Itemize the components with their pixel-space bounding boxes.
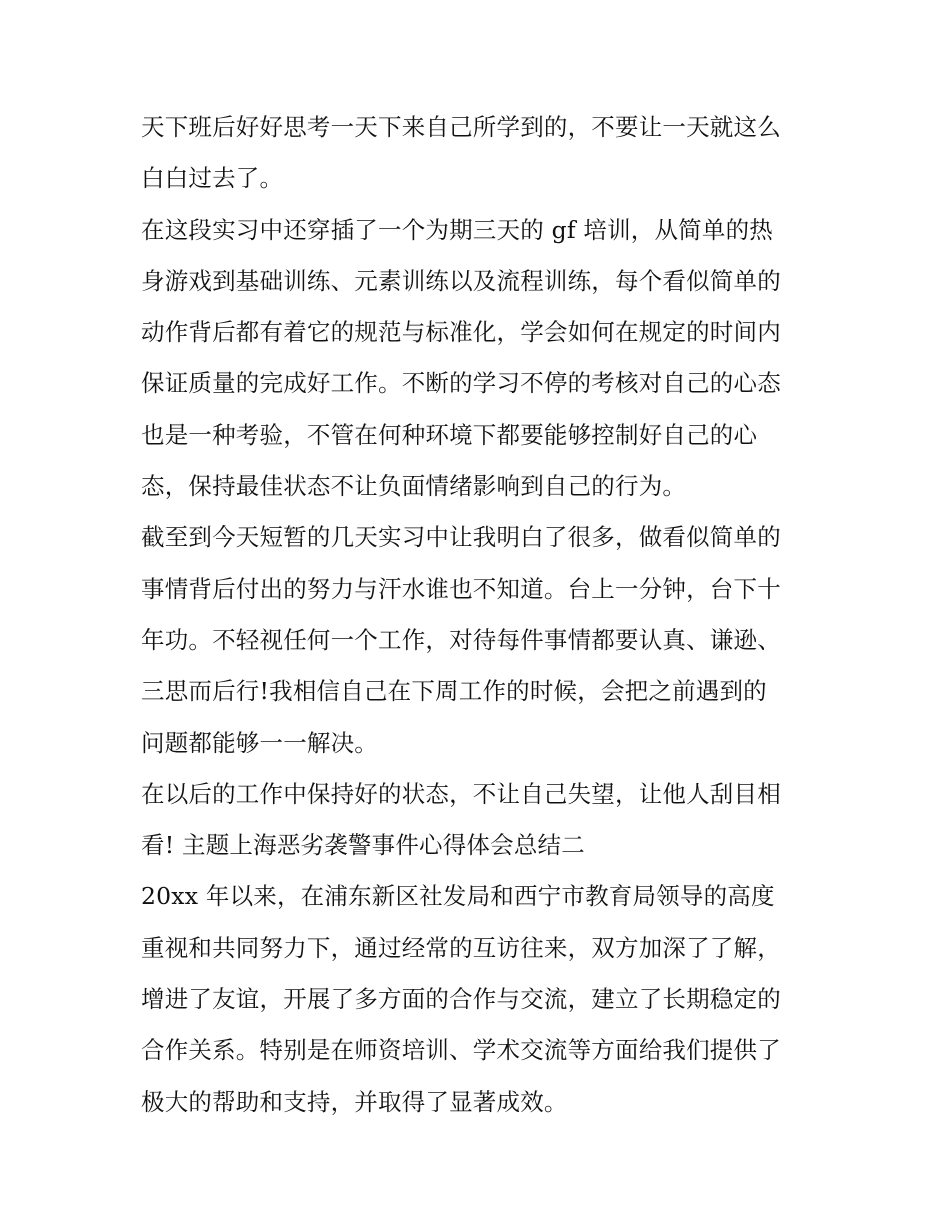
document-body (141, 102, 821, 1128)
text-line: 也是一种考验，不管在何种环境下都要能够控制好自己的心 (141, 420, 758, 449)
text-line: 截至到今天短暂的几天实习中让我明白了很多，做看似简单的 (141, 523, 781, 552)
text-line: 极大的帮助和支持，并取得了显著成效。 (141, 1087, 568, 1116)
text-line: 20xx 年以来，在浦东新区社发局和西宁市教育局领导的高度 (141, 882, 775, 911)
text-line: 白白过去了。 (141, 164, 284, 193)
text-line: 重视和共同努力下，通过经常的互访往来，双方加深了了解， (141, 933, 781, 962)
text-line: 三思而后行!我相信自己在下周工作的时候，会把之前遇到的 (141, 677, 767, 706)
text-line: 看! 主题上海恶劣袭警事件心得体会总结二 (141, 831, 585, 860)
text-line: 事情背后付出的努力与汗水谁也不知道。台上一分钟，台下十 (141, 574, 781, 603)
text-line: 天下班后好好思考一天下来自己所学到的，不要让一天就这么 (141, 113, 781, 141)
text-line: 增进了友谊，开展了多方面的合作与交流，建立了长期稳定的 (141, 985, 781, 1014)
text-line: 身游戏到基础训练、元素训练以及流程训练，每个看似简单的 (141, 266, 781, 295)
text-line: 态，保持最佳状态不让负面情绪影响到自己的行为。 (141, 472, 687, 501)
text-line: 年功。不轻视任何一个工作，对待每件事情都要认真、谦逊、 (141, 625, 781, 654)
text-line: 在这段实习中还穿插了一个为期三天的 gf 培训，从简单的热 (141, 215, 773, 244)
text-line: 动作背后都有着它的规范与标准化，学会如何在规定的时间内 (141, 318, 781, 347)
text-line: 在以后的工作中保持好的状态，不让自己失望，让他人刮目相 (141, 779, 781, 808)
text-line: 问题都能够一一解决。 (141, 728, 378, 757)
text-line: 保证质量的完成好工作。不断的学习不停的考核对自己的心态 (141, 369, 781, 398)
text-line: 合作关系。特别是在师资培训、学术交流等方面给我们提供了 (141, 1036, 781, 1065)
